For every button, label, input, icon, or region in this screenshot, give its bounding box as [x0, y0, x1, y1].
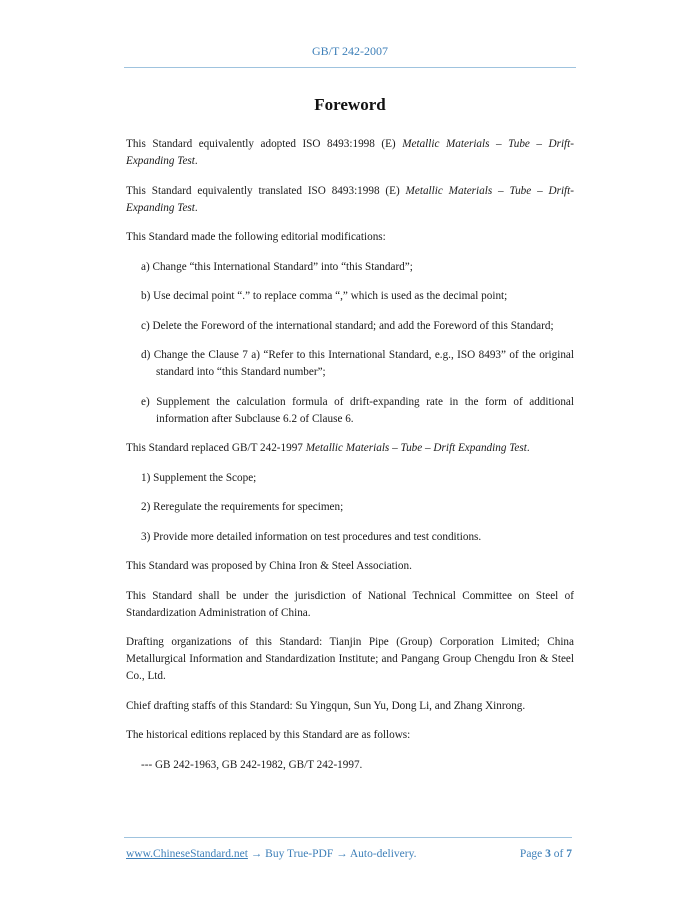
footer: [126, 848, 574, 860]
list-item-change-2: 2) Reregulate the requirements for specimen;: [141, 501, 344, 513]
paragraph-jurisdiction: This Standard shall be under the jurisdiction of National Technical Committee on Steel of Standardization Administration of China.: [126, 589, 574, 619]
list-item-mod-e: e) Supplement the calculation formula of drift-expanding rate in the form of additional information after Subclause 6.2 of Clause 6.: [141, 395, 574, 425]
list-item-mod-a: a) Change “this International Standard” into “this Standard”;: [141, 260, 413, 273]
page-current: 3: [545, 848, 551, 860]
list-item-mod-d: d) Change the Clause 7 a) “Refer to this International Standard, e.g., ISO 8493” of the original standard into “this Standard number”;: [141, 349, 574, 378]
footer-site-link[interactable]: www.ChineseStandard.net: [126, 848, 248, 860]
list-item-change-1: 1) Supplement the Scope;: [141, 471, 257, 484]
header-standard-code: GB/T 242-2007: [311, 44, 389, 58]
document-body: [126, 136, 574, 786]
page-total: 7: [566, 848, 572, 860]
paragraph-translation: This Standard equivalently translated ISO 8493:1998 (E) Metallic Materials – Tube – Drift-Expanding Test.: [126, 184, 574, 214]
paragraph-adoption: This Standard equivalently adopted ISO 8493:1998 (E) Metallic Materials – Tube – Drift-Expanding Test.: [126, 138, 574, 167]
history-editions: --- GB 242-1963, GB 242-1982, GB/T 242-1997.: [141, 758, 363, 771]
list-item-change-3: 3) Provide more detailed information on test procedures and test conditions.: [141, 530, 482, 543]
list-item-mod-c: c) Delete the Foreword of the international standard; and add the Foreword of this Standard;: [141, 319, 554, 332]
paragraph-modifications-intro: This Standard made the following editorial modifications:: [126, 231, 386, 243]
list-item-mod-b: b) Use decimal point “.” to replace comma “,” which is used as the decimal point;: [141, 290, 508, 302]
paragraph-drafting-orgs: Drafting organizations of this Standard: Tianjin Pipe (Group) Corporation Limited; China Metallurgical Information and Standardization Institute; and Pangang Group Chengdu Iron & Steel Co., Ltd.: [126, 636, 574, 682]
footer-promo: → Buy True-PDF → Auto-delivery.: [247, 848, 417, 860]
header-divider: [124, 67, 576, 68]
page-title: Foreword: [314, 95, 386, 114]
paragraph-drafting-staff: Chief drafting staffs of this Standard: Su Yingqun, Sun Yu, Dong Li, and Zhang Xinrong.: [126, 699, 526, 712]
paragraph-history-intro: The historical editions replaced by this Standard are as follows:: [126, 729, 411, 741]
paragraph-replaced: This Standard replaced GB/T 242-1997 Metallic Materials – Tube – Drift Expanding Test.: [126, 442, 530, 454]
footer-divider: [124, 837, 572, 838]
page-indicator: Page 3 of 7: [519, 848, 572, 860]
paragraph-proposed: This Standard was proposed by China Iron & Steel Association.: [126, 560, 412, 572]
